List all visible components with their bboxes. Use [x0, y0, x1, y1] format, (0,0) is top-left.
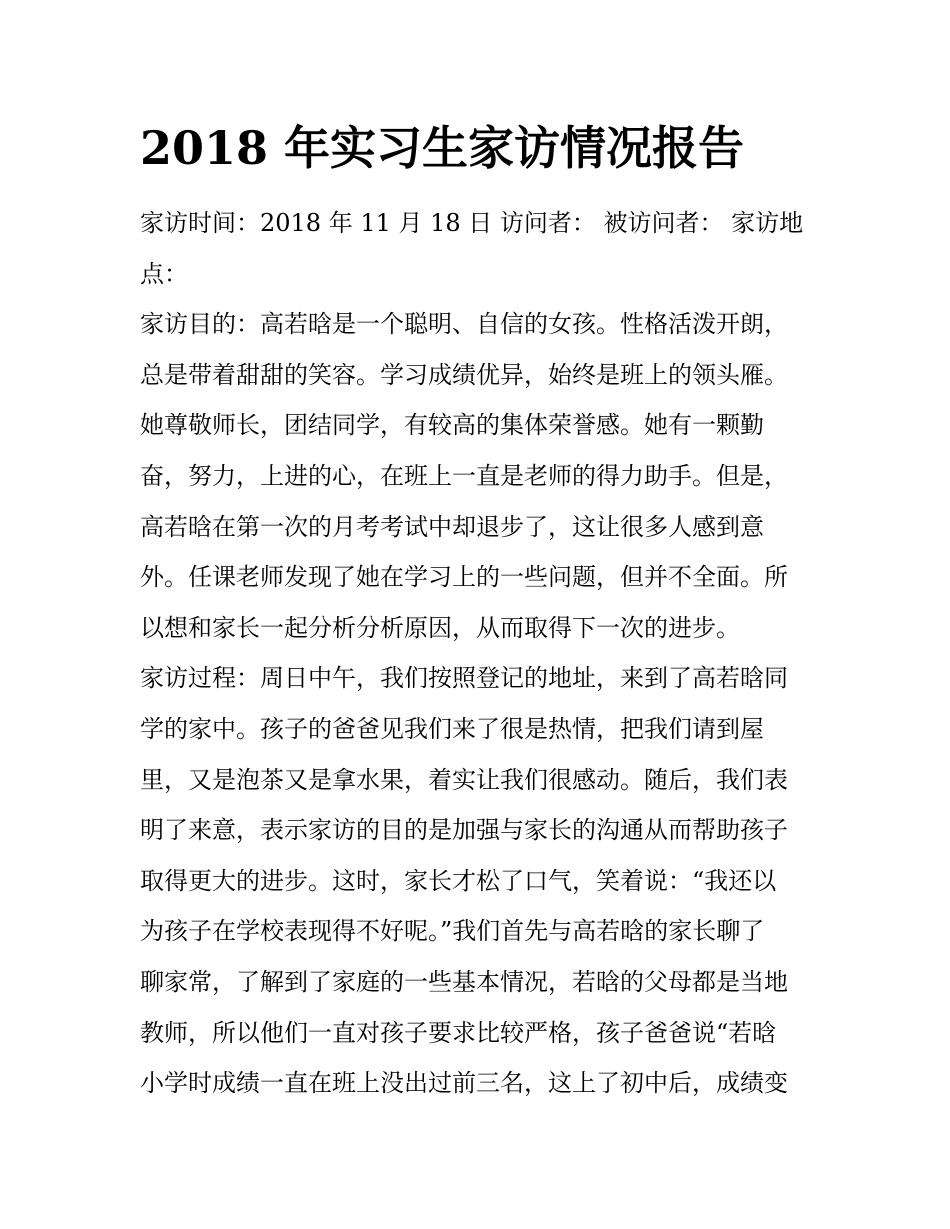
text-line: 取得更大的进步。这时，家长才松了口气，笑着说：“我还以 [140, 866, 777, 895]
document-title: 2018 年实习生家访情况报告 [140, 121, 745, 175]
text-line: 外。任课老师发现了她在学习上的一些问题，但并不全面。所 [140, 563, 788, 592]
text-line: 以想和家长一起分析分析原因，从而取得下一次的进步。 [140, 613, 740, 642]
text-line: 家访过程：周日中午，我们按照登记的地址，来到了高若晗同 [140, 664, 788, 693]
text-line: 为孩子在学校表现得不好呢。”我们首先与高若晗的家长聊了 [140, 917, 765, 946]
text-line: 明了来意，表示家访的目的是加强与家长的沟通从而帮助孩子 [140, 816, 788, 845]
text-line: 奋，努力，上进的心，在班上一直是老师的得力助手。但是， [140, 461, 788, 490]
text-line: 家访目的：高若晗是一个聪明、自信的女孩。性格活泼开朗， [140, 310, 788, 339]
text-line: 总是带着甜甜的笑容。学习成绩优异，始终是班上的领头雁。 [140, 360, 788, 389]
text-line: 她尊敬师长，团结同学，有较高的集体荣誉感。她有一颗勤 [140, 411, 764, 440]
document-body [140, 198, 820, 1109]
text-line: 聊家常，了解到了家庭的一些基本情况，若晗的父母都是当地 [140, 967, 788, 996]
text-line: 高若晗在第一次的月考考试中却退步了，这让很多人感到意 [140, 512, 764, 541]
text-line: 点： [140, 259, 188, 288]
text-line: 教师，所以他们一直对孩子要求比较严格，孩子爸爸说“若晗 [140, 1018, 777, 1047]
text-line: 小学时成绩一直在班上没出过前三名，这上了初中后，成绩变 [140, 1069, 788, 1098]
text-line: 学的家中。孩子的爸爸见我们来了很是热情，把我们请到屋 [140, 714, 764, 743]
text-line: 家访时间：2018 年 11 月 18 日 访问者： 被访问者： 家访地 [140, 209, 804, 237]
text-line: 里，又是泡茶又是拿水果，着实让我们很感动。随后，我们表 [140, 765, 788, 794]
